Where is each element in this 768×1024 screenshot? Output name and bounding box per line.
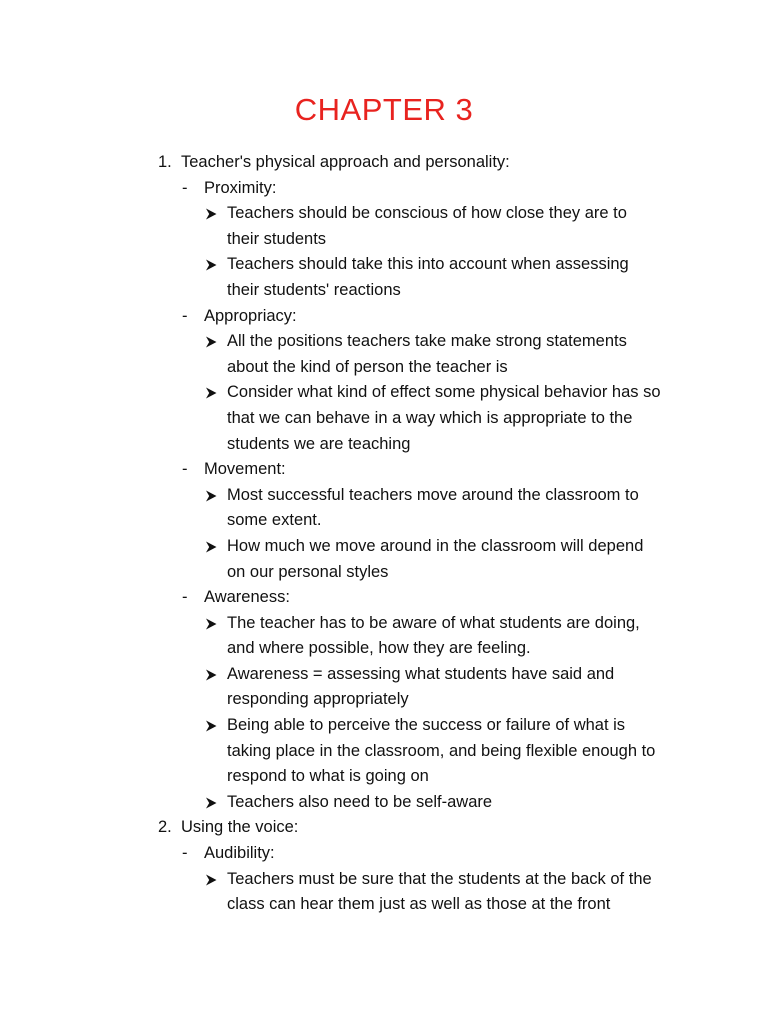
bullet-text: that we can behave in a way which is appropriate to the: [227, 408, 633, 427]
bullet-point-continuation: [0, 739, 768, 765]
bullet-point: [0, 483, 768, 509]
bullet-text: Teachers must be sure that the students at the back of the: [227, 869, 652, 888]
bullet-point: [0, 201, 768, 227]
bullet-text: How much we move around in the classroom will depend: [227, 536, 644, 555]
arrowhead-bullet-icon: [204, 540, 218, 554]
bullet-text: Most successful teachers move around the classroom to: [227, 485, 639, 504]
bullet-text: their students' reactions: [227, 280, 401, 299]
dash-marker: -: [182, 844, 188, 863]
subsection-heading-text: Proximity:: [204, 178, 277, 197]
arrowhead-bullet-icon: [204, 617, 218, 631]
dash-marker: -: [182, 588, 188, 607]
bullet-point-continuation: [0, 406, 768, 432]
bullet-text: taking place in the classroom, and being flexible enough to: [227, 741, 656, 760]
subsection-heading: [0, 585, 768, 611]
bullet-point-continuation: [0, 432, 768, 458]
subsection-heading: [0, 176, 768, 202]
chapter-content: [0, 150, 768, 918]
arrowhead-bullet-icon: [204, 489, 218, 503]
bullet-text: on our personal styles: [227, 562, 389, 581]
arrowhead-bullet-icon: [204, 796, 218, 810]
bullet-text: and where possible, how they are feeling.: [227, 639, 531, 658]
bullet-point: [0, 329, 768, 355]
bullet-point-continuation: [0, 764, 768, 790]
arrowhead-bullet-icon: [204, 873, 218, 887]
bullet-text: responding appropriately: [227, 690, 409, 709]
subsection-heading-text: Appropriacy:: [204, 306, 297, 325]
bullet-text: some extent.: [227, 511, 322, 530]
bullet-text: Teachers also need to be self-aware: [227, 792, 493, 811]
arrowhead-bullet-icon: [204, 335, 218, 349]
bullet-text: Consider what kind of effect some physical behavior has so: [227, 383, 661, 402]
bullet-point: [0, 252, 768, 278]
section-heading: [0, 815, 768, 841]
dash-marker: -: [182, 306, 188, 325]
chapter-title: CHAPTER 3: [294, 92, 474, 127]
bullet-point-continuation: [0, 560, 768, 586]
subsection-heading-text: Movement:: [204, 460, 286, 479]
arrowhead-bullet-icon: [204, 668, 218, 682]
subsection-heading-text: Awareness:: [204, 588, 290, 607]
section-heading: [0, 150, 768, 176]
bullet-point-continuation: [0, 687, 768, 713]
bullet-text: class can hear them just as well as those at the front: [227, 895, 611, 914]
bullet-text: The teacher has to be aware of what students are doing,: [227, 613, 640, 632]
bullet-point: [0, 790, 768, 816]
bullet-text: about the kind of person the teacher is: [227, 357, 508, 376]
subsection-heading: [0, 304, 768, 330]
dash-marker: -: [182, 178, 188, 197]
bullet-text: All the positions teachers take make strong statements: [227, 332, 627, 351]
bullet-point-continuation: [0, 636, 768, 662]
subsection-heading: [0, 457, 768, 483]
bullet-text: students we are teaching: [227, 434, 411, 453]
bullet-point: [0, 713, 768, 739]
bullet-text: their students: [227, 229, 327, 248]
bullet-text: respond to what is going on: [227, 767, 429, 786]
bullet-point-continuation: [0, 355, 768, 381]
bullet-text: Teachers should be conscious of how close they are to: [227, 204, 627, 223]
section-number: 1.: [158, 153, 172, 171]
bullet-point: [0, 534, 768, 560]
arrowhead-bullet-icon: [204, 386, 218, 400]
bullet-point-continuation: [0, 227, 768, 253]
arrowhead-bullet-icon: [204, 207, 218, 221]
subsection-heading-text: Audibility:: [204, 844, 275, 863]
bullet-point: [0, 611, 768, 637]
bullet-text: Being able to perceive the success or failure of what is: [227, 716, 626, 735]
bullet-point: [0, 380, 768, 406]
arrowhead-bullet-icon: [204, 258, 218, 272]
subsection-heading: [0, 841, 768, 867]
section-number: 2.: [158, 818, 172, 837]
dash-marker: -: [182, 460, 188, 479]
bullet-point-continuation: [0, 508, 768, 534]
arrowhead-bullet-icon: [204, 719, 218, 733]
bullet-text: Teachers should take this into account when assessing: [227, 255, 629, 274]
section-heading-text: Teacher's physical approach and personality:: [181, 153, 510, 171]
bullet-point: [0, 867, 768, 893]
bullet-point: [0, 662, 768, 688]
bullet-point-continuation: [0, 278, 768, 304]
bullet-text: Awareness = assessing what students have said and: [227, 664, 615, 683]
section-heading-text: Using the voice:: [181, 818, 299, 837]
bullet-point-continuation: [0, 892, 768, 918]
